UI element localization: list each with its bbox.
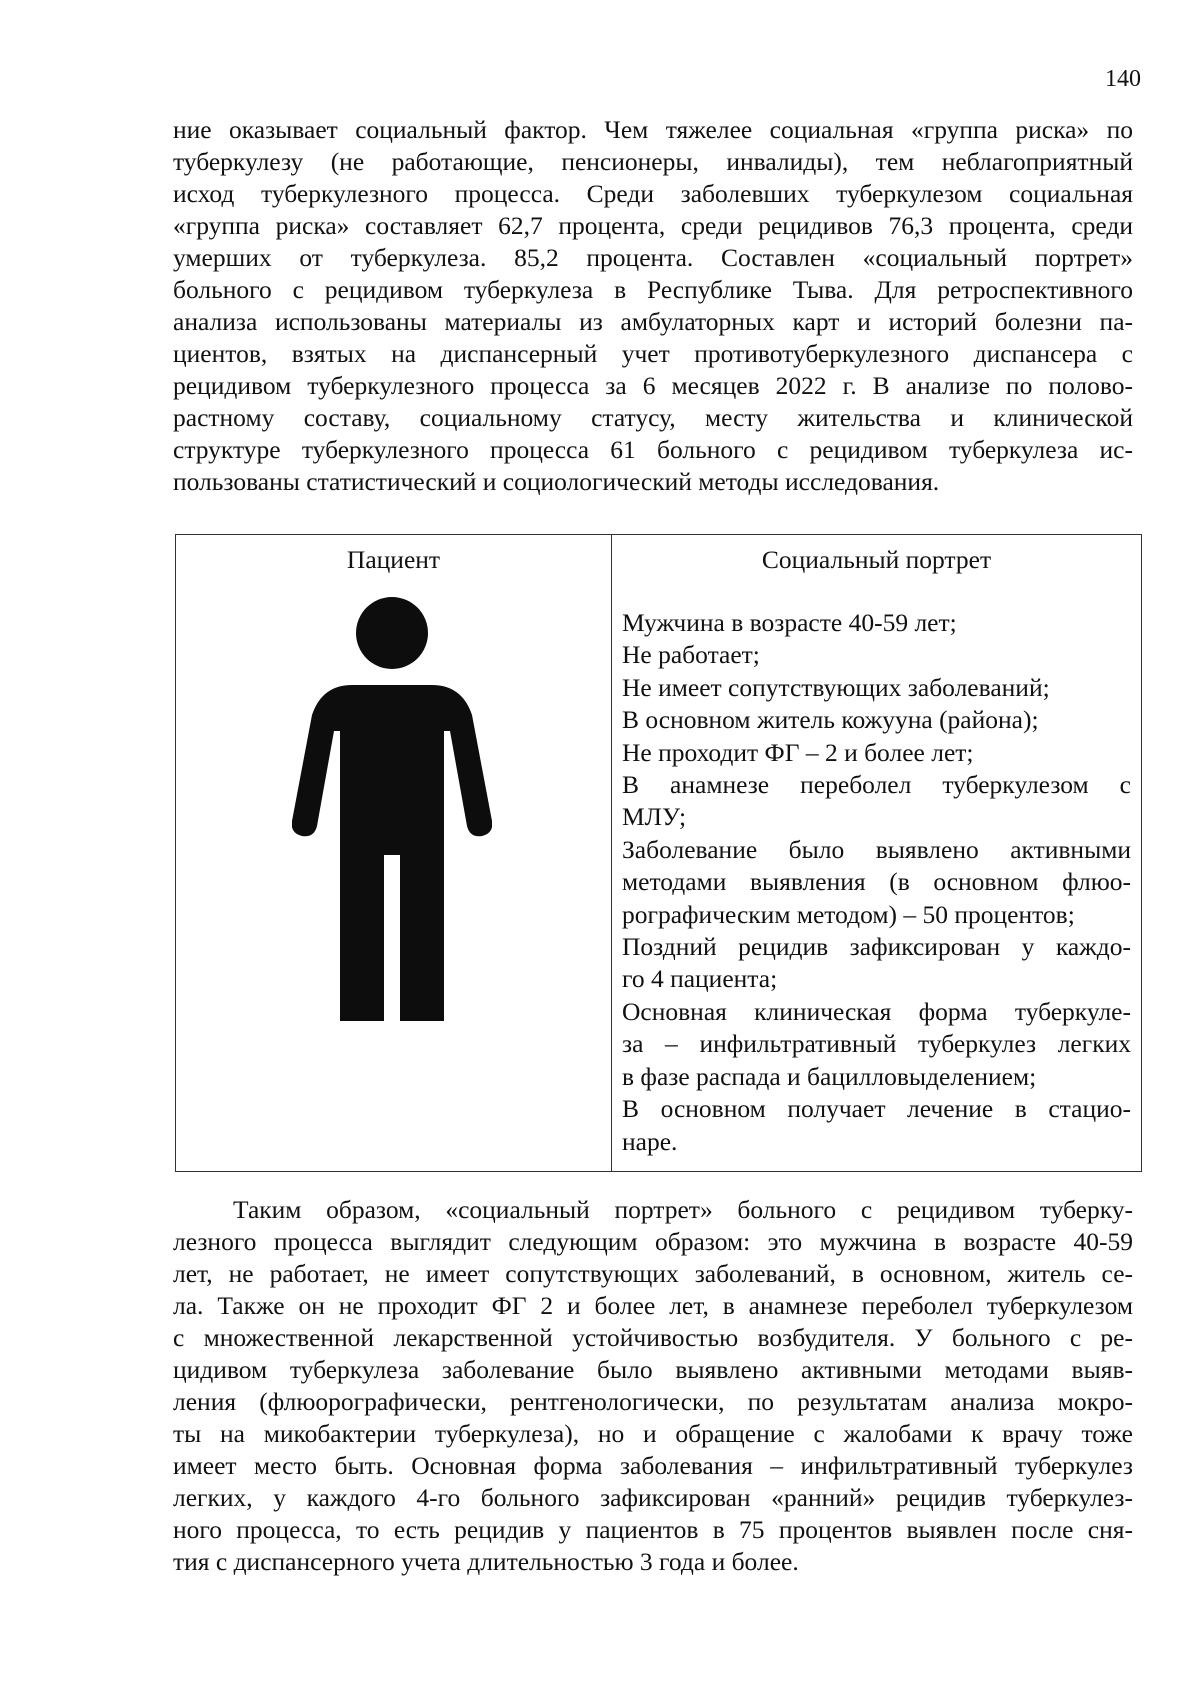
- portrait-item-line: Заболевание было выявлено активными: [622, 834, 1131, 864]
- portrait-item-line: МЛУ;: [622, 802, 687, 832]
- portrait-item-line: методами выявления (в основном флюо-: [622, 867, 1131, 897]
- social-portrait-table: [175, 534, 1142, 1172]
- text-line: умерших от туберкулеза. 85,2 процента. Составлен «социальный портрет»: [173, 243, 1133, 272]
- portrait-item-line: Не работает;: [622, 640, 760, 670]
- text-line: лет, не работает, не имеет сопутствующих заболеваний, в основном, житель се-: [173, 1259, 1133, 1288]
- text-line: цидивом туберкулеза заболевание было выявлено активными методами выяв-: [173, 1355, 1133, 1384]
- portrait-item: [622, 737, 1131, 769]
- text-line: тия с диспансерного учета длительностью 3 года и более.: [173, 1547, 799, 1576]
- text-line: ты на микобактерии туберкулеза), но и обращение с жалобами к врачу тоже: [173, 1419, 1133, 1448]
- portrait-item: [622, 704, 1131, 736]
- portrait-item-line: Не имеет сопутствующих заболеваний;: [622, 672, 1050, 702]
- portrait-cell: [612, 535, 1142, 1172]
- portrait-header: Социальный портрет: [761, 545, 992, 574]
- portrait-item-line: в фазе распада и бацилловыделением;: [622, 1061, 1037, 1091]
- portrait-item-line: В основном житель кожууна (района);: [622, 705, 1039, 735]
- text-line: ла. Также он не проходит ФГ 2 и более лет, в анамнезе переболел туберкулезом: [173, 1291, 1133, 1320]
- portrait-item: [622, 607, 1131, 639]
- text-line: имеет место быть. Основная форма заболевания – инфильтративный туберкулез: [173, 1451, 1133, 1480]
- text-line: легких, у каждого 4-го больного зафиксирован «ранний» рецидив туберкулез-: [173, 1483, 1133, 1512]
- page-number: 140: [1105, 66, 1141, 92]
- portrait-item-line: Поздний рецидив зафиксирован у каждо-: [622, 932, 1131, 962]
- conclusion-paragraph: [173, 1194, 1133, 1578]
- text-line: пользованы статистический и социологический методы исследования.: [173, 467, 940, 496]
- text-line: анализа использованы материалы из амбулаторных карт и историй болезни па-: [173, 307, 1133, 336]
- text-line: Таким образом, «социальный портрет» больного с рецидивом туберку-: [233, 1195, 1133, 1224]
- text-line: с множественной лекарственной устойчивостью возбудителя. У больного с ре-: [173, 1323, 1133, 1352]
- text-line: ления (флюорографически, рентгенологически, по результатам анализа мокро-: [173, 1387, 1133, 1416]
- portrait-list: [612, 603, 1141, 1158]
- portrait-item-line: В основном получает лечение в стацио-: [622, 1094, 1131, 1124]
- text-line: растному составу, социальному статусу, месту жительства и клинической: [173, 403, 1133, 432]
- text-line: ного процесса, то есть рецидив у пациентов в 75 процентов выявлен после сня-: [173, 1515, 1133, 1544]
- portrait-item-line: Не проходит ФГ – 2 и более лет;: [622, 737, 974, 767]
- text-line: туберкулезу (не работающие, пенсионеры, инвалиды), тем неблагоприятный: [173, 147, 1133, 176]
- text-line: «группа риска» составляет 62,7 процента, среди рецидивов 76,3 процента, среди: [173, 211, 1133, 240]
- portrait-item: [622, 996, 1131, 1093]
- text-line: ние оказывает социальный фактор. Чем тяжелее социальная «группа риска» по: [173, 115, 1133, 144]
- portrait-item-line: В анамнезе переболел туберкулезом с: [622, 770, 1131, 800]
- portrait-item-line: наре.: [622, 1126, 678, 1156]
- portrait-item: [622, 1093, 1131, 1158]
- patient-header: Пациент: [346, 545, 441, 574]
- text-line: рецидивом туберкулезного процесса за 6 месяцев 2022 г. В анализе по полово-: [173, 371, 1133, 400]
- text-line: лезного процесса выглядит следующим образом: это мужчина в возрасте 40-59: [173, 1227, 1133, 1256]
- person-icon: [292, 593, 492, 1023]
- portrait-item-line: Основная клиническая форма туберкуле-: [622, 996, 1131, 1026]
- intro-paragraph: [173, 114, 1133, 498]
- text-line: исход туберкулезного процесса. Среди заболевших туберкулезом социальная: [173, 179, 1133, 208]
- portrait-item: [622, 834, 1131, 931]
- portrait-item: [622, 672, 1131, 704]
- portrait-item-line: го 4 пациента;: [622, 964, 778, 994]
- portrait-item: [622, 639, 1131, 671]
- text-line: циентов, взятых на диспансерный учет противотуберкулезного диспансера с: [173, 339, 1133, 368]
- portrait-item-line: рографическим методом) – 50 процентов;: [622, 899, 1075, 929]
- text-line: структуре туберкулезного процесса 61 больного с рецидивом туберкулеза ис-: [173, 435, 1133, 464]
- portrait-item-line: за – инфильтративный туберкулез легких: [622, 1029, 1131, 1059]
- patient-cell: [176, 535, 612, 1172]
- portrait-item: [622, 931, 1131, 996]
- text-line: больного с рецидивом туберкулеза в Республике Тыва. Для ретроспективного: [173, 275, 1133, 304]
- portrait-item-line: Мужчина в возрасте 40-59 лет;: [622, 608, 957, 637]
- portrait-item: [622, 769, 1131, 834]
